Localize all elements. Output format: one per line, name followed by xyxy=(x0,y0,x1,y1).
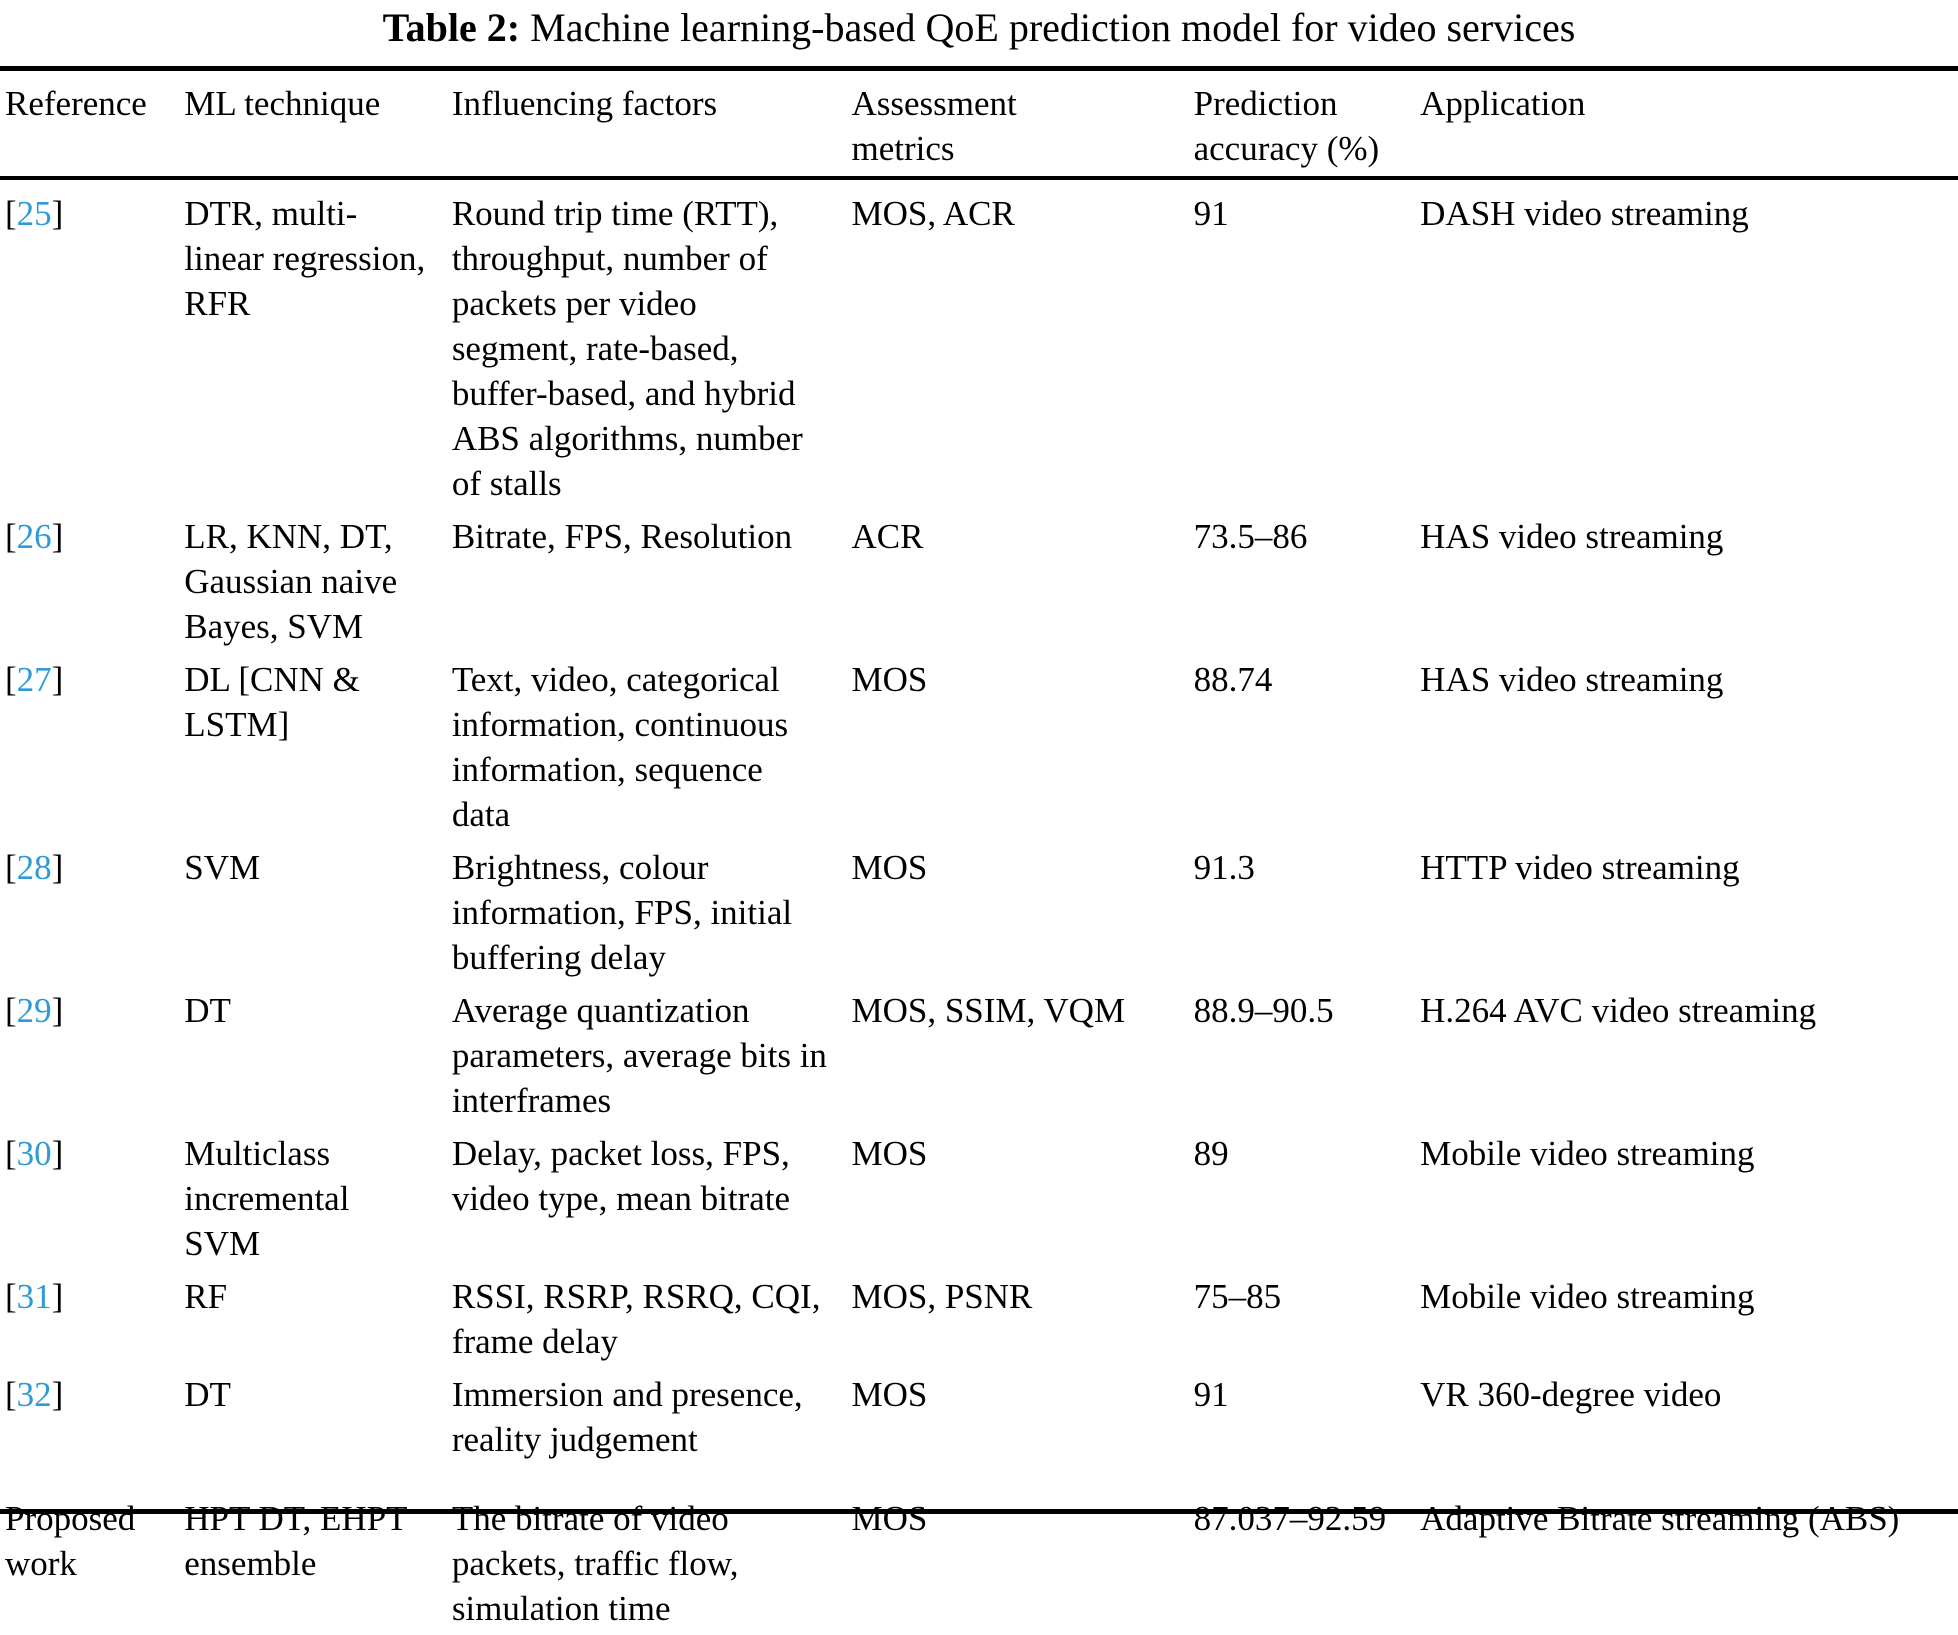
column-header-application: Application xyxy=(1420,84,1586,123)
cell-prediction-accuracy: 87.037–92.59 xyxy=(1193,1499,1387,1538)
reference-bracket-open: [ xyxy=(5,194,17,233)
reference-link[interactable]: 25 xyxy=(16,194,52,233)
cell-influencing-factors: Average quantization parameters, average bits in interframes xyxy=(451,991,827,1120)
reference-bracket-open: [ xyxy=(5,991,17,1030)
cell-reference xyxy=(0,841,184,984)
reference-bracket-close: ] xyxy=(51,1375,64,1414)
reference-bracket-close: ] xyxy=(51,660,64,699)
cell-influencing-factors: Bitrate, FPS, Resolution xyxy=(451,517,793,556)
cell-prediction-accuracy: 88.74 xyxy=(1193,660,1273,699)
reference-link[interactable]: 26 xyxy=(16,517,52,556)
table-body xyxy=(0,187,1958,1635)
cell-application: Adaptive Bitrate streaming (ABS) xyxy=(1420,1499,1900,1538)
reference-bracket-open: [ xyxy=(5,1134,17,1173)
reference-bracket-close: ] xyxy=(51,517,64,556)
cell-application: H.264 AVC video streaming xyxy=(1420,991,1817,1030)
table-row xyxy=(0,841,1958,984)
table-caption-label: Table 2: xyxy=(382,5,521,50)
reference-bracket-close: ] xyxy=(51,1134,64,1173)
cell-assessment-metrics: MOS, SSIM, VQM xyxy=(851,991,1126,1030)
reference-bracket-close: ] xyxy=(51,1277,64,1316)
cell-ml-technique: RF xyxy=(184,1277,228,1316)
table-row xyxy=(0,510,1958,653)
cell-influencing-factors: Text, video, categorical information, continuous information, sequence data xyxy=(451,660,789,834)
cell-application: DASH video streaming xyxy=(1420,194,1749,233)
cell-assessment-metrics: MOS xyxy=(851,848,928,887)
cell-ml-technique: LR, KNN, DT, Gaussian naive Bayes, SVM xyxy=(184,517,398,646)
reference-link[interactable]: 27 xyxy=(16,660,52,699)
reference-link[interactable]: 32 xyxy=(16,1375,52,1414)
qoe-comparison-table xyxy=(0,71,1958,1635)
reference-bracket-close: ] xyxy=(51,848,64,887)
cell-reference xyxy=(0,510,184,653)
cell-assessment-metrics: MOS, PSNR xyxy=(851,1277,1033,1316)
cell-reference xyxy=(0,1368,184,1466)
column-header-assessment-metrics-line2: metrics xyxy=(851,129,955,168)
cell-assessment-metrics: MOS, ACR xyxy=(851,194,1015,233)
cell-reference xyxy=(0,187,184,510)
cell-prediction-accuracy: 75–85 xyxy=(1193,1277,1282,1316)
cell-application: HAS video streaming xyxy=(1420,517,1724,556)
cell-assessment-metrics: MOS xyxy=(851,1499,928,1538)
cell-influencing-factors: Brightness, colour information, FPS, initial buffering delay xyxy=(451,848,793,977)
table-row xyxy=(0,1466,1958,1635)
cell-ml-technique: HPT DT, EHPT ensemble xyxy=(184,1499,407,1583)
cell-ml-technique: SVM xyxy=(184,848,261,887)
column-header-influencing-factors: Influencing factors xyxy=(451,84,718,123)
table-row xyxy=(0,984,1958,1127)
reference-bracket-open: [ xyxy=(5,1375,17,1414)
cell-reference: Proposed work xyxy=(5,1499,136,1583)
table-caption-text: Machine learning-based QoE prediction model for video services xyxy=(530,5,1576,50)
cell-ml-technique: Multiclass incremental SVM xyxy=(184,1134,350,1263)
cell-influencing-factors: Round trip time (RTT), throughput, number of packets per video segment, rate-based, buffer-based, and hybrid ABS algorithms, number of stalls xyxy=(451,194,803,503)
reference-link[interactable]: 29 xyxy=(16,991,52,1030)
cell-assessment-metrics: MOS xyxy=(851,1375,928,1414)
cell-ml-technique: DT xyxy=(184,991,231,1030)
cell-application: Mobile video streaming xyxy=(1420,1134,1755,1173)
cell-influencing-factors: Delay, packet loss, FPS, video type, mean bitrate xyxy=(451,1134,791,1218)
cell-assessment-metrics: ACR xyxy=(851,517,924,556)
table-row xyxy=(0,1270,1958,1368)
cell-prediction-accuracy: 91 xyxy=(1193,194,1229,233)
cell-prediction-accuracy: 73.5–86 xyxy=(1193,517,1308,556)
column-header-assessment-metrics-line1: Assessment xyxy=(851,84,1017,123)
reference-bracket-close: ] xyxy=(51,991,64,1030)
column-header-reference: Reference xyxy=(5,84,147,123)
cell-reference xyxy=(0,653,184,841)
reference-link[interactable]: 31 xyxy=(16,1277,52,1316)
reference-bracket-open: [ xyxy=(5,848,17,887)
column-header-prediction-accuracy-line2: accuracy (%) xyxy=(1193,129,1380,168)
cell-ml-technique: DT xyxy=(184,1375,231,1414)
cell-reference xyxy=(0,984,184,1127)
cell-application: VR 360-degree video xyxy=(1420,1375,1722,1414)
reference-link[interactable]: 30 xyxy=(16,1134,52,1173)
cell-influencing-factors: Immersion and presence, reality judgement xyxy=(451,1375,803,1459)
cell-prediction-accuracy: 88.9–90.5 xyxy=(1193,991,1334,1030)
reference-link[interactable]: 28 xyxy=(16,848,52,887)
column-header-prediction-accuracy-line1: Prediction xyxy=(1193,84,1338,123)
cell-ml-technique: DTR, multi-linear regression, RFR xyxy=(184,194,426,323)
table-row xyxy=(0,1127,1958,1270)
column-header-prediction-accuracy xyxy=(1194,71,1421,187)
reference-bracket-close: ] xyxy=(51,194,64,233)
cell-application: HTTP video streaming xyxy=(1420,848,1740,887)
cell-assessment-metrics: MOS xyxy=(851,1134,928,1173)
cell-prediction-accuracy: 89 xyxy=(1193,1134,1229,1173)
reference-bracket-open: [ xyxy=(5,1277,17,1316)
cell-prediction-accuracy: 91.3 xyxy=(1193,848,1255,887)
reference-bracket-open: [ xyxy=(5,660,17,699)
table-header-row xyxy=(0,71,1958,187)
table-row xyxy=(0,187,1958,510)
cell-influencing-factors: RSSI, RSRP, RSRQ, CQI, frame delay xyxy=(451,1277,821,1361)
cell-reference xyxy=(0,1127,184,1270)
table-row xyxy=(0,1368,1958,1466)
cell-assessment-metrics: MOS xyxy=(851,660,928,699)
table-caption xyxy=(0,0,1958,53)
table-header xyxy=(0,71,1958,187)
cell-application: HAS video streaming xyxy=(1420,660,1724,699)
cell-ml-technique: DL [CNN & LSTM] xyxy=(184,660,360,744)
column-header-ml-technique: ML technique xyxy=(184,84,381,123)
cell-reference xyxy=(0,1270,184,1368)
cell-prediction-accuracy: 91 xyxy=(1193,1375,1229,1414)
reference-bracket-open: [ xyxy=(5,517,17,556)
cell-influencing-factors: The bitrate of video packets, traffic flow, simulation time xyxy=(451,1499,739,1628)
table-row xyxy=(0,653,1958,841)
cell-application: Mobile video streaming xyxy=(1420,1277,1755,1316)
column-header-assessment-metrics xyxy=(851,71,1193,187)
